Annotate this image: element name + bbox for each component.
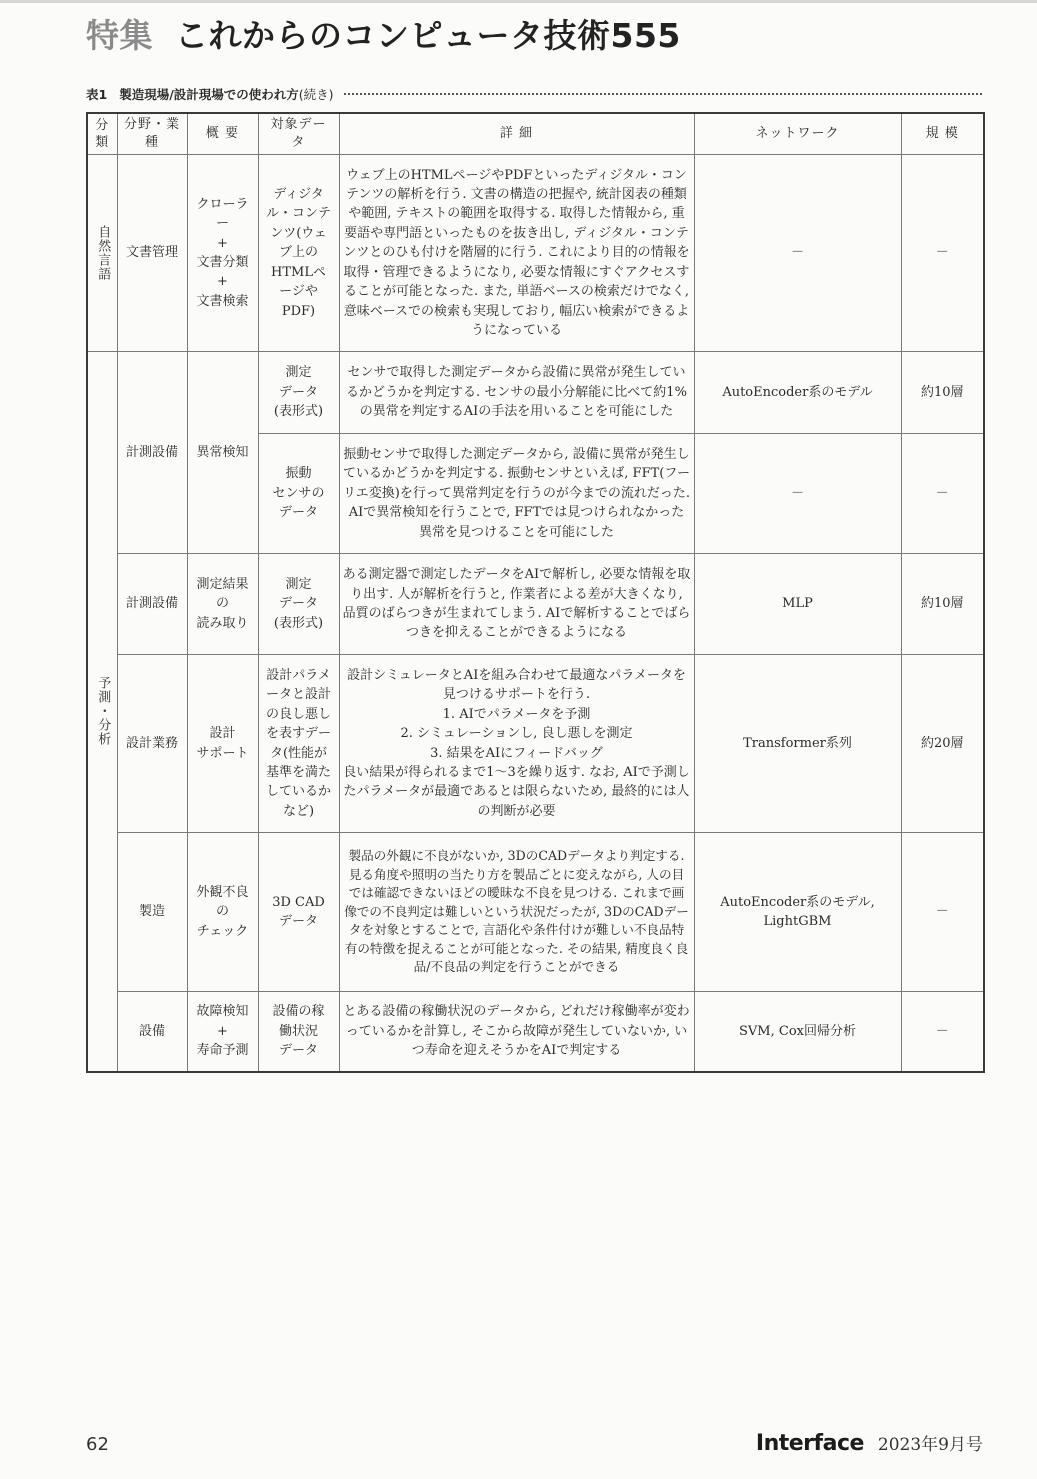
overview-cell: 測定結果 の 読み取り [187,554,258,655]
field-cell: 計測設備 [117,352,187,554]
field-cell: 設計業務 [117,655,187,833]
header-target-data: 対象データ [258,113,339,155]
network-cell: － [694,155,901,352]
target-data-cell: 振動 センサの データ [258,434,339,554]
overview-cell: 外観不良 の チェック [187,833,258,992]
table-row [87,992,984,1072]
detail-cell [339,655,694,833]
category-cell: 予測・分析 [87,352,117,1072]
detail-cell: ウェブ上のHTMLページやPDFといったディジタル・コンテンツの解析を行う. 文書の構造の把握や, 統計図表の種類や範囲, テキストの範囲を取得する. 取得した情報から, 重要語や専門語といったものを抜き出し, ディジタル・コンテンツとのひも付けを階層的に行う. これにより目的の情報を取得・管理できるようになり, 必要な情報にすぐアクセスすることが可能となった. また, 単語ベースの検索だけでなく, 意味ベースでの検索も実現しており, 幅広い検索ができるようになっている [339,155,694,352]
table-row [87,155,984,352]
network-cell [694,833,901,992]
network-cell: MLP [694,554,901,655]
field-cell: 設備 [117,992,187,1072]
header-detail: 詳 細 [339,113,694,155]
feature-label: 特集 [86,16,153,55]
page-number: 62 [86,1434,109,1455]
field-cell: 製造 [117,833,187,992]
detail-cell: 振動センサで取得した測定データから, 設備に異常が発生しているかどうかを判定する. 振動センサといえば, FFT(フーリエ変換)を行って異常判定を行うのが今までの流れだった. AIで異常検知を行うことで, FFTでは見つけられなかった異常を見つけることを可能にした [339,434,694,554]
overview-cell: クローラー + 文書分類 + 文書検索 [187,155,258,352]
table-row [87,833,984,992]
overview-cell: 設計 サポート [187,655,258,833]
table-caption [86,84,982,104]
target-data-cell: ディジタル・コンテンツ(ウェブ上のHTMLページやPDF) [258,155,339,352]
scale-cell: 約20層 [901,655,984,833]
overview-cell: 故障検知 + 寿命予測 [187,992,258,1072]
table-row [87,655,984,833]
target-data-cell: 設備の稼 働状況 データ [258,992,339,1072]
category-cell: 自然言語 [87,155,117,352]
issue-date: 2023年9月号 [877,1435,983,1455]
header-overview: 概 要 [187,113,258,155]
table-number: 表1 [86,87,108,102]
target-data-cell: 測定 データ (表形式) [258,554,339,655]
scale-cell: － [901,434,984,554]
field-cell: 文書管理 [117,155,187,352]
network-cell: Transformer系列 [694,655,901,833]
caption-dotted-rule [344,93,982,95]
page-top-edge [0,0,1037,3]
network-cell: － [694,434,901,554]
scale-cell: － [901,992,984,1072]
table-row [87,554,984,655]
network-cell: AutoEncoder系のモデル [694,352,901,434]
table-caption-continued: (続き) [298,87,334,102]
header-scale: 規 模 [901,113,984,155]
header-network: ネットワーク [694,113,901,155]
feature-title: これからのコンピュータ技術555 [175,16,681,55]
network-cell: SVM, Cox回帰分析 [694,992,901,1072]
scale-cell: － [901,155,984,352]
table-caption-text: 製造現場/設計現場での使われ方 [119,87,299,102]
overview-cell: 異常検知 [187,352,258,554]
table-row [87,352,984,434]
detail-cell: とある設備の稼働状況のデータから, どれだけ稼働率が変わっているかを計算し, そこから故障が発生していないか, いつ寿命を迎えそうかをAIで判定する [339,992,694,1072]
field-cell: 計測設備 [117,554,187,655]
header-category: 分類 [87,113,117,155]
header-field: 分野・業種 [117,113,187,155]
scale-cell: 約10層 [901,352,984,434]
target-data-cell: 設計パラメータと設計の良し悪しを表すデータ(性能が基準を満たしているかなど) [258,655,339,833]
detail-cell: ある測定器で測定したデータをAIで解析し, 必要な情報を取り出す. 人が解析を行うと, 作業者による差が大きくなり, 品質のばらつきが生まれてしまう. AIで解析することでばらつきを抑えることができるようになる [339,554,694,655]
magazine-logo: Interface [755,1431,864,1456]
detail-line: 1. AIでパラメータを予測 [442,706,591,722]
scale-cell: － [901,833,984,992]
network-line: LightGBM [763,914,832,929]
detail-line: 設計シミュレータとAIを組み合わせて最適なパラメータを見つけるサポートを行う. [347,667,686,703]
target-data-cell: 3D CAD データ [258,833,339,992]
footer-magazine [756,1430,983,1456]
scale-cell: 約10層 [901,554,984,655]
detail-line: 良い結果が得られるまで1〜3を繰り返す. なお, AIで予測したパラメータが最適であるとは限らないため, 最終的には人の判断が必要 [343,764,690,819]
target-data-cell: 測定 データ (表形式) [258,352,339,434]
page-title [86,10,681,57]
detail-line: 3. 結果をAIにフィードバッグ [430,745,603,761]
detail-cell: センサで取得した測定データから設備に異常が発生しているかどうかを判定する. センサの最小分解能に比べて約1%の異常を判定するAIの手法を用いることを可能にした [339,352,694,434]
table-header-row [87,113,984,155]
detail-cell: 製品の外観に不良がないか, 3DのCADデータより判定する. 見る角度や照明の当たり方を製品ごとに変えながら, 人の目では確認できないほどの曖昧な不良を見つける. これまで画像での不良判定は難しいという状況だったが, 3DのCADデータを対象とすることで, 言語化や条件付けが難しい不良品特有の特徴を捉えることが可能となった. その結果, 精度良く良品/不良品の判定を行うことができる [339,833,694,992]
detail-line: 2. シミュレーションし, 良し悪しを測定 [400,726,633,742]
usage-table [86,112,985,1073]
network-line: AutoEncoder系のモデル, [720,894,875,910]
